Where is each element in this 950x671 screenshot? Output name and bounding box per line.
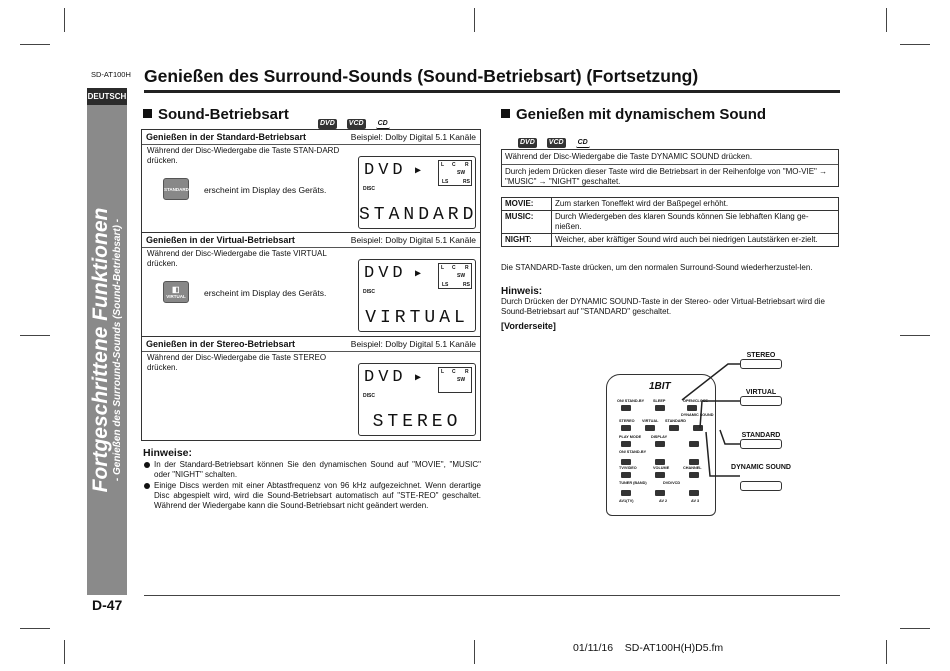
- virtual-button-callout: [740, 396, 782, 406]
- table-row: MOVIE: Zum starken Toneffekt wird der Baßpegel erhöht.: [502, 198, 839, 211]
- restore-note: Die STANDARD-Taste drücken, um den normalen Surround-Sound wiederherzustel-len.: [501, 263, 813, 272]
- callout-lines: [600, 350, 750, 490]
- mode-description: Während der Disc-Wiedergabe die Taste VIRTUAL drücken.: [147, 249, 327, 268]
- standard-indicator-icon: STANDARD: [163, 178, 189, 200]
- cd-badge: CD: [577, 139, 588, 146]
- crop-mark: [20, 44, 50, 45]
- notes-list: [143, 460, 481, 512]
- hint-heading: Hinweis:: [501, 286, 543, 297]
- lcd-display: DVD ▶ DISC L C R SW LS RS VIRTUAL: [358, 259, 476, 332]
- page-number: D-47: [92, 597, 123, 613]
- mode-example: Beispiel: Dolby Digital 5.1 Kanäle: [350, 235, 476, 245]
- speaker-indicator: L C R SW: [438, 367, 472, 393]
- notes-heading: Hinweise:: [143, 447, 193, 459]
- table-row: MUSIC: Durch Wiedergeben des klaren Sounds können Sie lebhaften Klang ge-nießen.: [502, 211, 839, 234]
- mode-title: Genießen in der Virtual-Betriebsart: [146, 235, 295, 245]
- cd-badge: CD: [377, 120, 388, 127]
- model-label: SD-AT100H: [91, 70, 131, 79]
- dynamic-sound-button-callout: [740, 481, 782, 491]
- lcd-display: DVD ▶ DISC L C R SW STEREO: [358, 363, 476, 436]
- instruction-line: Durch jedem Drücken dieser Taste wird die Betriebsart in der Reihenfolge von "MO-VIE" → "MUSIC" → "NIGHT" geschaltet.: [505, 167, 828, 186]
- instruction-line: Während der Disc-Wiedergabe die Taste DYNAMIC SOUND drücken.: [502, 150, 838, 165]
- section-heading-dynamic-sound: Genießen mit dynamischem Sound: [501, 106, 766, 123]
- mode-description: Während der Disc-Wiedergabe die Taste STEREO drücken.: [147, 353, 327, 372]
- crop-mark: [20, 628, 50, 629]
- dvd-badge: DVD: [320, 120, 335, 127]
- callout-label-stereo: STEREO: [746, 352, 776, 359]
- instruction-box: [501, 149, 839, 187]
- page-title: Genießen des Surround-Sounds (Sound-Betriebsart) (Fortsetzung): [144, 66, 699, 86]
- crop-mark: [474, 8, 475, 32]
- crop-mark: [886, 640, 887, 664]
- crop-mark: [900, 335, 930, 336]
- mode-title: Genießen in der Standard-Betriebsart: [146, 132, 307, 142]
- callout-label-dynamic-sound: DYNAMIC SOUND: [731, 464, 791, 471]
- title-rule: [144, 90, 840, 93]
- note-item: In der Standard-Betriebsart können Sie den dynamischen Sound auf "MOVIE", "MUSIC" oder "NIGHT" schalten.: [143, 460, 481, 480]
- crop-mark: [900, 44, 930, 45]
- language-tab: DEUTSCH: [87, 88, 127, 105]
- disc-badges: [518, 131, 600, 149]
- crop-mark: [900, 628, 930, 629]
- display-note: erscheint im Display des Geräts.: [204, 185, 327, 195]
- callout-label-standard: STANDARD: [741, 432, 781, 439]
- crop-mark: [64, 640, 65, 664]
- speaker-indicator: L C R SW LS RS: [438, 263, 472, 289]
- mode-description: Während der Disc-Wiedergabe die Taste STAN-DARD drücken.: [147, 146, 340, 165]
- virtual-indicator-icon: ◧ VIRTUAL: [163, 281, 189, 303]
- disc-badges: [318, 112, 400, 130]
- crop-mark: [474, 640, 475, 664]
- front-label: [Vorderseite]: [501, 321, 556, 331]
- mode-example: Beispiel: Dolby Digital 5.1 Kanäle: [350, 339, 476, 349]
- stereo-button-callout: [740, 359, 782, 369]
- footer-info: 01/11/16 SD-AT100H(H)D5.fm: [573, 642, 724, 654]
- square-bullet-icon: [143, 109, 152, 118]
- vcd-badge: VCD: [348, 120, 364, 127]
- crop-mark: [20, 335, 50, 336]
- table-row: NIGHT: Weicher, aber kräftiger Sound wird auch bei niedrigen Lautstärken er-zielt.: [502, 234, 839, 247]
- crop-mark: [64, 8, 65, 32]
- mode-panel-stereo: [141, 337, 481, 441]
- dvd-badge: DVD: [520, 139, 535, 146]
- sidebar-subtitle: - Genießen des Surround-Sounds (Sound-Betriebsart) -: [112, 218, 123, 482]
- remote-control-illustration: 1BIT ON/ STAND-BY SLEEP OPEN/CLOSE STEREO VIRTUAL STANDARD DYNAMIC SOUND PLAY MODE DISPLAY ON/ STAND-BY TV/VIDEO VOLUME CHANNEL TUNER (BAND) DVD/VCD AV1(TV) AV 2 AV 3: [606, 374, 716, 516]
- square-bullet-icon: [501, 109, 510, 118]
- note-item: Einige Discs werden mit einer Abtastfrequenz von 96 kHz aufgezeichnet. Wenn derartige Disc abgespielt wird, wird die Sound-Betriebsart automatisch auf "STE-REO" geschaltet. Während der Wiedergabe kann die Sound-Betriebsart nicht geändert werden.: [143, 481, 481, 511]
- remote-logo: 1BIT: [649, 381, 671, 392]
- chapter-sidebar: [87, 105, 127, 595]
- vcd-badge: VCD: [548, 139, 564, 146]
- section-heading-sound-mode: Sound-Betriebsart: [143, 106, 289, 123]
- crop-mark: [886, 8, 887, 32]
- callout-label-virtual: VIRTUAL: [745, 389, 777, 396]
- lcd-display: DVD ▶ DISC L C R SW LS RS STANDARD: [358, 156, 476, 229]
- sidebar-title: Fortgeschrittene Funktionen: [89, 207, 112, 493]
- bottom-rule: [144, 595, 840, 596]
- hint-text: Durch Drücken der DYNAMIC SOUND-Taste in der Stereo- oder Virtual-Betriebsart wird die Sound-Betriebsart auf "STANDARD" geschaltet.: [501, 297, 825, 316]
- dynamic-mode-table: [501, 197, 839, 247]
- mode-example: Beispiel: Dolby Digital 5.1 Kanäle: [350, 132, 476, 142]
- speaker-indicator: L C R SW LS RS: [438, 160, 472, 186]
- mode-panel-standard: [141, 129, 481, 233]
- mode-title: Genießen in der Stereo-Betriebsart: [146, 339, 296, 349]
- standard-button-callout: [740, 439, 782, 449]
- display-note: erscheint im Display des Geräts.: [204, 288, 327, 298]
- mode-panel-virtual: [141, 233, 481, 337]
